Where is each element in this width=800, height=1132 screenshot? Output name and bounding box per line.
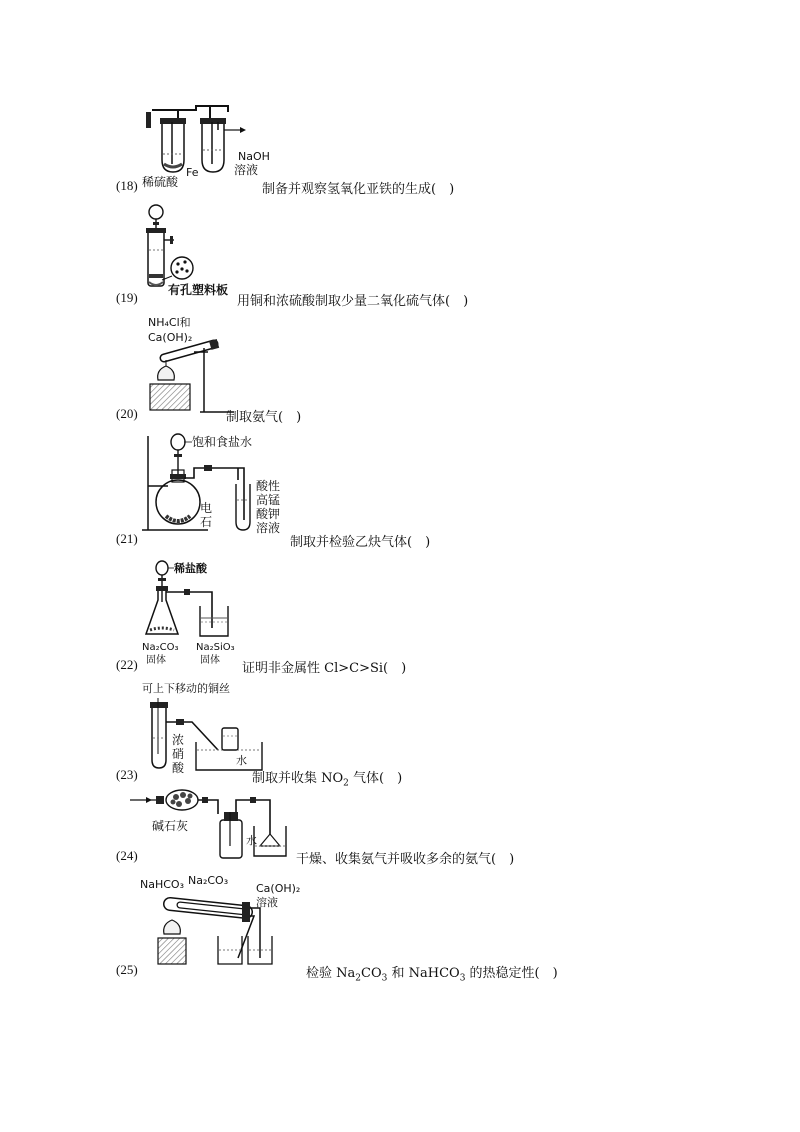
- label-solid-2: 固体: [200, 655, 220, 666]
- question-number: (19): [116, 290, 138, 305]
- label-kmno4-3: 酸钾: [256, 507, 281, 521]
- label-caoh2: Ca(OH)₂: [256, 882, 301, 895]
- label-nh4cl: NH₄Cl和: [148, 316, 191, 329]
- label-nahco3: NaHCO₃: [140, 878, 184, 891]
- question-statement: 制备并观察氢氧化亚铁的生成( ): [262, 182, 455, 197]
- label-solution: 溶液: [234, 163, 259, 177]
- figure-18-apparatus: [138, 98, 278, 188]
- label-dilute-hcl: 稀盐酸: [174, 562, 207, 575]
- question-number: (23): [116, 767, 138, 782]
- label-na2co3: Na₂CO₃: [142, 642, 179, 653]
- question-number: (21): [116, 531, 138, 546]
- label-water: 水: [246, 834, 257, 847]
- label-solid-1: 固体: [146, 655, 166, 666]
- question-statement: 干燥、收集氨气并吸收多余的氨气( ): [296, 852, 515, 867]
- figure-20-apparatus: [144, 314, 244, 414]
- question-number: (22): [116, 657, 138, 672]
- question-statement: 用铜和浓硫酸制取少量二氧化硫气体( ): [237, 294, 469, 309]
- label-perforated-plate: 有孔塑料板: [168, 283, 229, 297]
- figure-25-apparatus: [138, 872, 318, 970]
- label-na2co3: Na₂CO₃: [188, 874, 229, 887]
- label-kmno4-2: 高锰: [256, 493, 281, 507]
- label-copper-wire: 可上下移动的铜丝: [142, 682, 230, 695]
- label-caoh2: Ca(OH)₂: [148, 331, 193, 344]
- label-carbide-2: 石: [200, 515, 213, 529]
- figure-19-apparatus: [138, 202, 258, 302]
- question-number: (18): [116, 178, 138, 193]
- figure-22-apparatus: [140, 556, 260, 666]
- figure-21-apparatus: [138, 430, 298, 535]
- label-fe: Fe: [186, 166, 199, 179]
- label-kmno4-1: 酸性: [256, 479, 281, 493]
- label-carbide-1: 电: [200, 501, 213, 515]
- question-number: (25): [116, 962, 138, 977]
- label-conc-1: 浓: [172, 733, 185, 747]
- label-kmno4-4: 溶液: [256, 521, 281, 535]
- question-number: (20): [116, 406, 138, 421]
- question-statement: 制取氨气( ): [226, 410, 302, 425]
- question-statement: 制取并收集 $NO_2$ 气体( ): [252, 771, 403, 789]
- question-number: (24): [116, 848, 138, 863]
- figure-24-apparatus: [130, 786, 300, 866]
- label-dilute-h2so4: 稀硫酸: [142, 175, 179, 189]
- figure-23-apparatus: [140, 680, 270, 780]
- label-brine: 饱和食盐水: [192, 435, 253, 449]
- question-statement: 证明非金属性 Cl>C>Si( ): [242, 661, 407, 676]
- label-na2sio3: Na₂SiO₃: [196, 642, 235, 653]
- label-conc-2: 硝: [172, 747, 185, 761]
- question-statement: 制取并检验乙炔气体( ): [290, 535, 431, 550]
- label-naoh: NaOH: [238, 150, 270, 163]
- label-conc-3: 酸: [172, 761, 185, 775]
- label-water: 水: [236, 754, 247, 767]
- label-soda-lime: 碱石灰: [152, 819, 189, 833]
- question-statement: 检验 $Na_2CO_3$ 和 NaHCO$_3$ 的热稳定性( ): [306, 966, 558, 984]
- label-solution: 溶液: [256, 896, 278, 909]
